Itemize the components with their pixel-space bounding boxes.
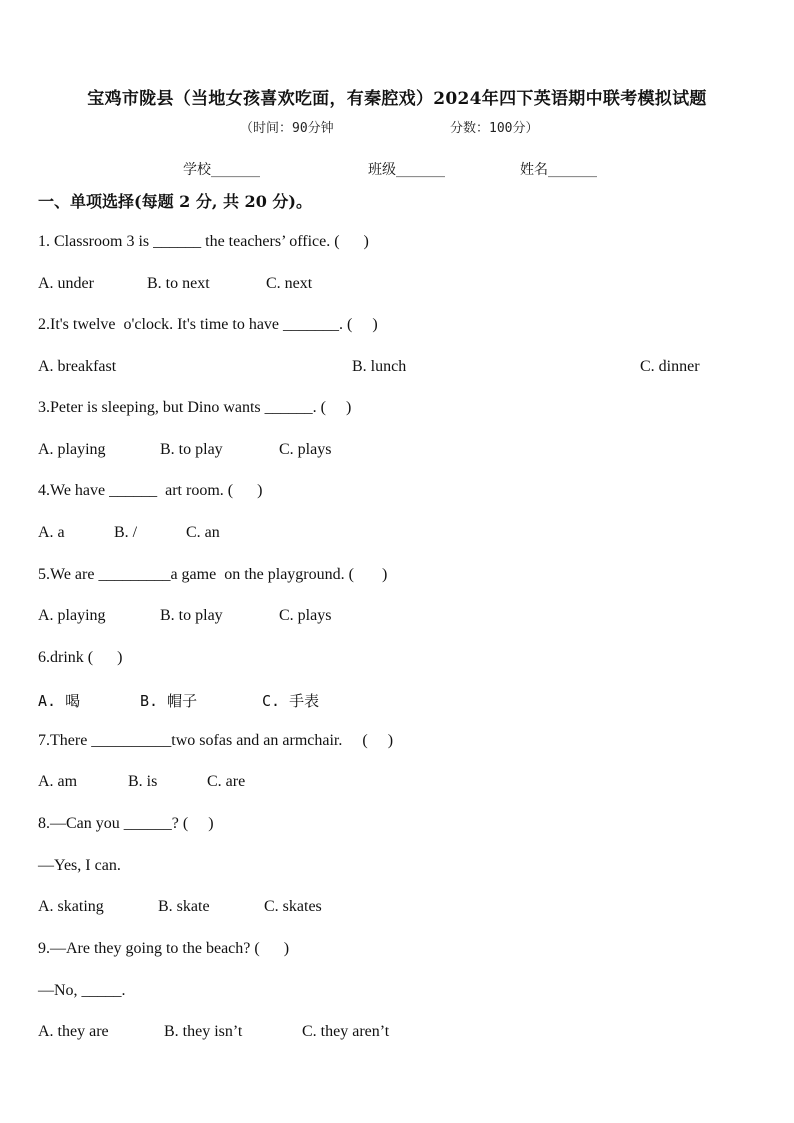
q2-option-a: A. breakfast	[38, 358, 117, 375]
class-field: 班级_______	[368, 162, 445, 178]
q6-option-a: A. 喝	[38, 692, 81, 710]
section-title: 一、单项选择(每题 2 分, 共 20 分)。	[38, 192, 312, 211]
q5-option-b: B. to play	[160, 607, 223, 624]
q1-option-c: C. next	[266, 275, 313, 292]
q7-option-b: B. is	[128, 773, 158, 790]
q5-option-c: C. plays	[279, 607, 332, 624]
q1-option-a: A. under	[38, 275, 94, 292]
question-8-stem: 8.—Can you ______? ( )	[38, 815, 214, 832]
q7-option-c: C. are	[207, 773, 246, 790]
school-field: 学校_______	[183, 162, 260, 178]
question-4-stem: 4.We have ______ art room. ( )	[38, 482, 263, 499]
question-9-reply: —No, _____.	[38, 982, 126, 999]
question-2-stem: 2.It's twelve o'clock. It's time to have _______. ( )	[38, 316, 378, 333]
q8-option-c: C. skates	[264, 898, 322, 915]
q9-option-b: B. they isn’t	[164, 1023, 243, 1040]
time-label: （时间：90分钟	[240, 121, 334, 136]
question-5-stem: 5.We are _________a game on the playground. ( )	[38, 566, 388, 583]
q4-option-b: B. /	[114, 524, 138, 541]
question-7-stem: 7.There __________two sofas and an armchair. ( )	[38, 732, 394, 749]
q8-option-a: A. skating	[38, 898, 104, 915]
question-8-reply: —Yes, I can.	[38, 857, 121, 874]
question-1-stem: 1. Classroom 3 is ______ the teachers’ office. ( )	[38, 233, 369, 250]
q7-option-a: A. am	[38, 773, 78, 790]
q6-option-b: B. 帽子	[140, 692, 198, 710]
q5-option-a: A. playing	[38, 607, 106, 624]
question-9-stem: 9.—Are they going to the beach? ( )	[38, 940, 290, 957]
q3-option-c: C. plays	[279, 441, 332, 458]
q2-option-b: B. lunch	[352, 358, 407, 375]
q9-option-a: A. they are	[38, 1023, 109, 1040]
q9-option-c: C. they aren’t	[302, 1023, 390, 1040]
q4-option-c: C. an	[186, 524, 220, 541]
q3-option-a: A. playing	[38, 441, 106, 458]
name-field: 姓名_______	[520, 162, 597, 178]
q2-option-c: C. dinner	[640, 358, 700, 375]
question-3-stem: 3.Peter is sleeping, but Dino wants ______. ( )	[38, 399, 352, 416]
q8-option-b: B. skate	[158, 898, 210, 915]
page-title: 宝鸡市陇县（当地女孩喜欢吃面，有秦腔戏）2024年四下英语期中联考模拟试题	[87, 89, 707, 109]
question-6-stem: 6.drink ( )	[38, 649, 123, 666]
q6-option-c: C. 手表	[262, 692, 320, 710]
score-label: 分数：100分）	[450, 121, 539, 136]
q1-option-b: B. to next	[147, 275, 210, 292]
q4-option-a: A. a	[38, 524, 65, 541]
q3-option-b: B. to play	[160, 441, 223, 458]
